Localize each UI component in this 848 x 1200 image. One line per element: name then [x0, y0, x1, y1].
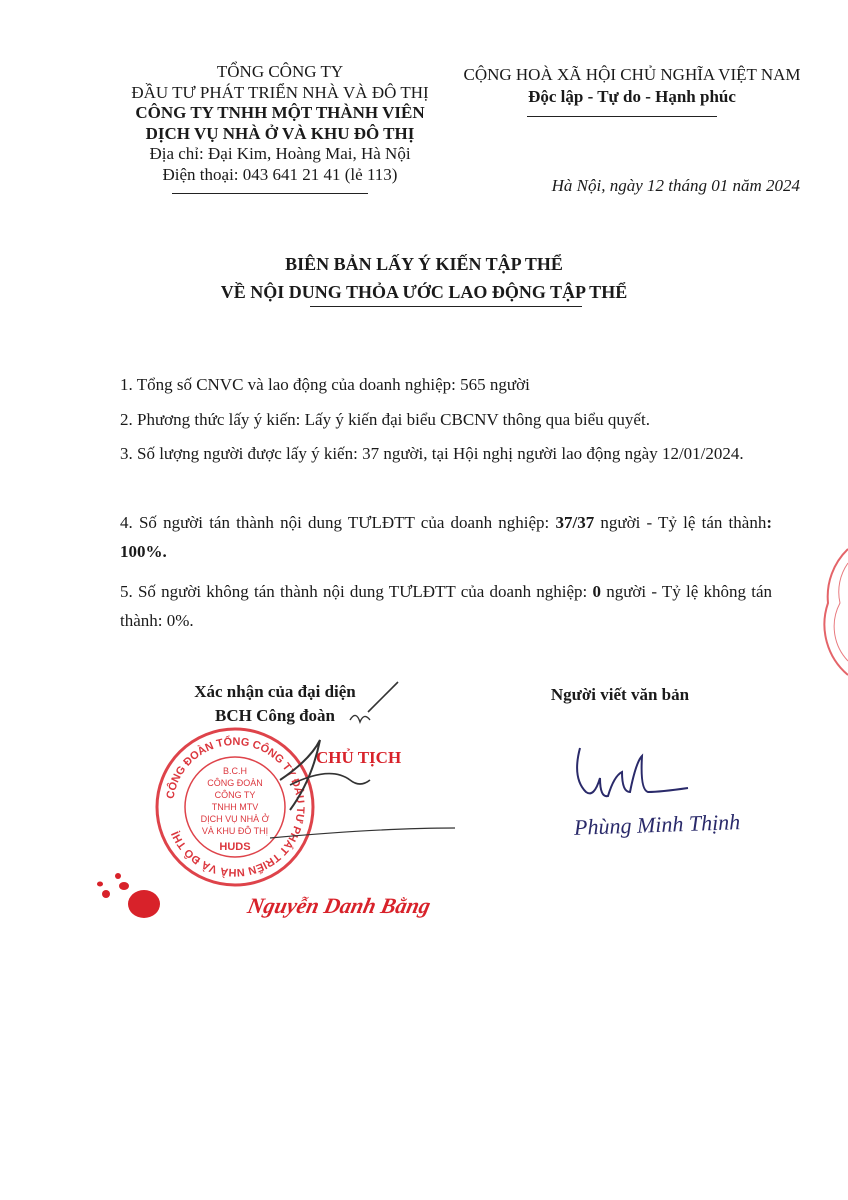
stamp-line-1: B.C.H [222, 766, 248, 776]
union-label-1: Xác nhận của đại diện [194, 682, 356, 701]
item-2: 2. Phương thức lấy ý kiến: Lấy ý kiến đại biểu CBCNV thông qua biểu quyết. [120, 410, 650, 429]
org-company-sub: DỊCH VỤ NHÀ Ở VÀ KHU ĐÔ THỊ [145, 123, 415, 143]
stamp-ring-text: CÔNG ĐOÀN TỔNG CÔNG TY ĐẦU TƯ PHÁT TRIỂN NHÀ VÀ ĐÔ THỊ [164, 735, 307, 879]
stamp-line-3: CÔNG TY [214, 790, 256, 800]
nation-motto: Độc lập - Tự do - Hạnh phúc [528, 87, 736, 106]
stamp-line-5: DỊCH VỤ NHÀ Ở [200, 814, 270, 824]
item-4-count: 37/37 [555, 513, 595, 532]
item-5-count: 0 [592, 582, 601, 601]
organization-block [110, 62, 450, 185]
chairman-title: CHỦ TỊCH [316, 748, 402, 767]
org-company: CÔNG TY TNHH MỘT THÀNH VIÊN [135, 103, 425, 122]
item-4-text: 4. Số người tán thành nội dung TƯLĐTT của doanh nghiệp: [120, 513, 556, 532]
item-1: 1. Tổng số CNVC và lao động của doanh nghiệp: 565 người [120, 375, 530, 394]
org-address: Địa chỉ: Đại Kim, Hoàng Mai, Hà Nội [149, 144, 411, 163]
item-4 [120, 508, 772, 566]
stamp-line-2: CÔNG ĐOÀN [207, 778, 263, 788]
title-underline [310, 306, 582, 307]
item-5 [120, 577, 772, 635]
nation-name: CỘNG HOÀ XÃ HỘI CHỦ NGHĨA VIỆT NAM [463, 65, 801, 84]
document-title [60, 250, 788, 306]
chairman-name: Nguyễn Danh Bằng [245, 893, 433, 918]
item-4-rate: : 100%. [120, 513, 772, 561]
union-label-2: BCH Công đoàn [215, 706, 335, 725]
org-parent: TỔNG CÔNG TY [216, 62, 344, 81]
org-parent-full: ĐẦU TƯ PHÁT TRIỂN NHÀ VÀ ĐÔ THỊ [131, 82, 429, 102]
stamp-line-6: VÀ KHU ĐÔ THỊ [201, 826, 269, 836]
title-line-1: BIÊN BẢN LẤY Ý KIẾN TẬP THỂ [285, 254, 563, 274]
edge-stamp-icon [820, 545, 848, 680]
title-line-2: VỀ NỘI DUNG THỎA ƯỚC LAO ĐỘNG TẬP THỂ [220, 282, 628, 302]
date-line: Hà Nội, ngày 12 tháng 01 năm 2024 [551, 176, 800, 195]
org-underline [172, 193, 368, 194]
stamp-line-4: TNHH MTV [211, 802, 259, 812]
item-4-text-2: người - Tỷ lệ tán thành [594, 513, 767, 532]
org-phone: Điện thoại: 043 641 21 41 (lẻ 113) [162, 164, 398, 184]
item-5-text: 5. Số người không tán thành nội dung TƯLĐTT của doanh nghiệp: [120, 582, 593, 601]
writer-label: Người viết văn bản [550, 685, 690, 704]
motto-underline [527, 116, 717, 117]
stamp-line-7: HUDS [219, 841, 251, 853]
item-3: 3. Số lượng người được lấy ý kiến: 37 người, tại Hội nghị người lao động ngày 12/01/2024. [120, 444, 744, 463]
ink-blot-icon [94, 872, 164, 924]
nation-block [440, 64, 824, 108]
writer-signature-icon [560, 738, 710, 808]
writer-name: Phùng Minh Thịnh [573, 809, 741, 840]
item-5-text-2: người - Tỷ lệ không tán thành: 0%. [120, 582, 772, 630]
chairman-signature-icon [230, 660, 470, 850]
